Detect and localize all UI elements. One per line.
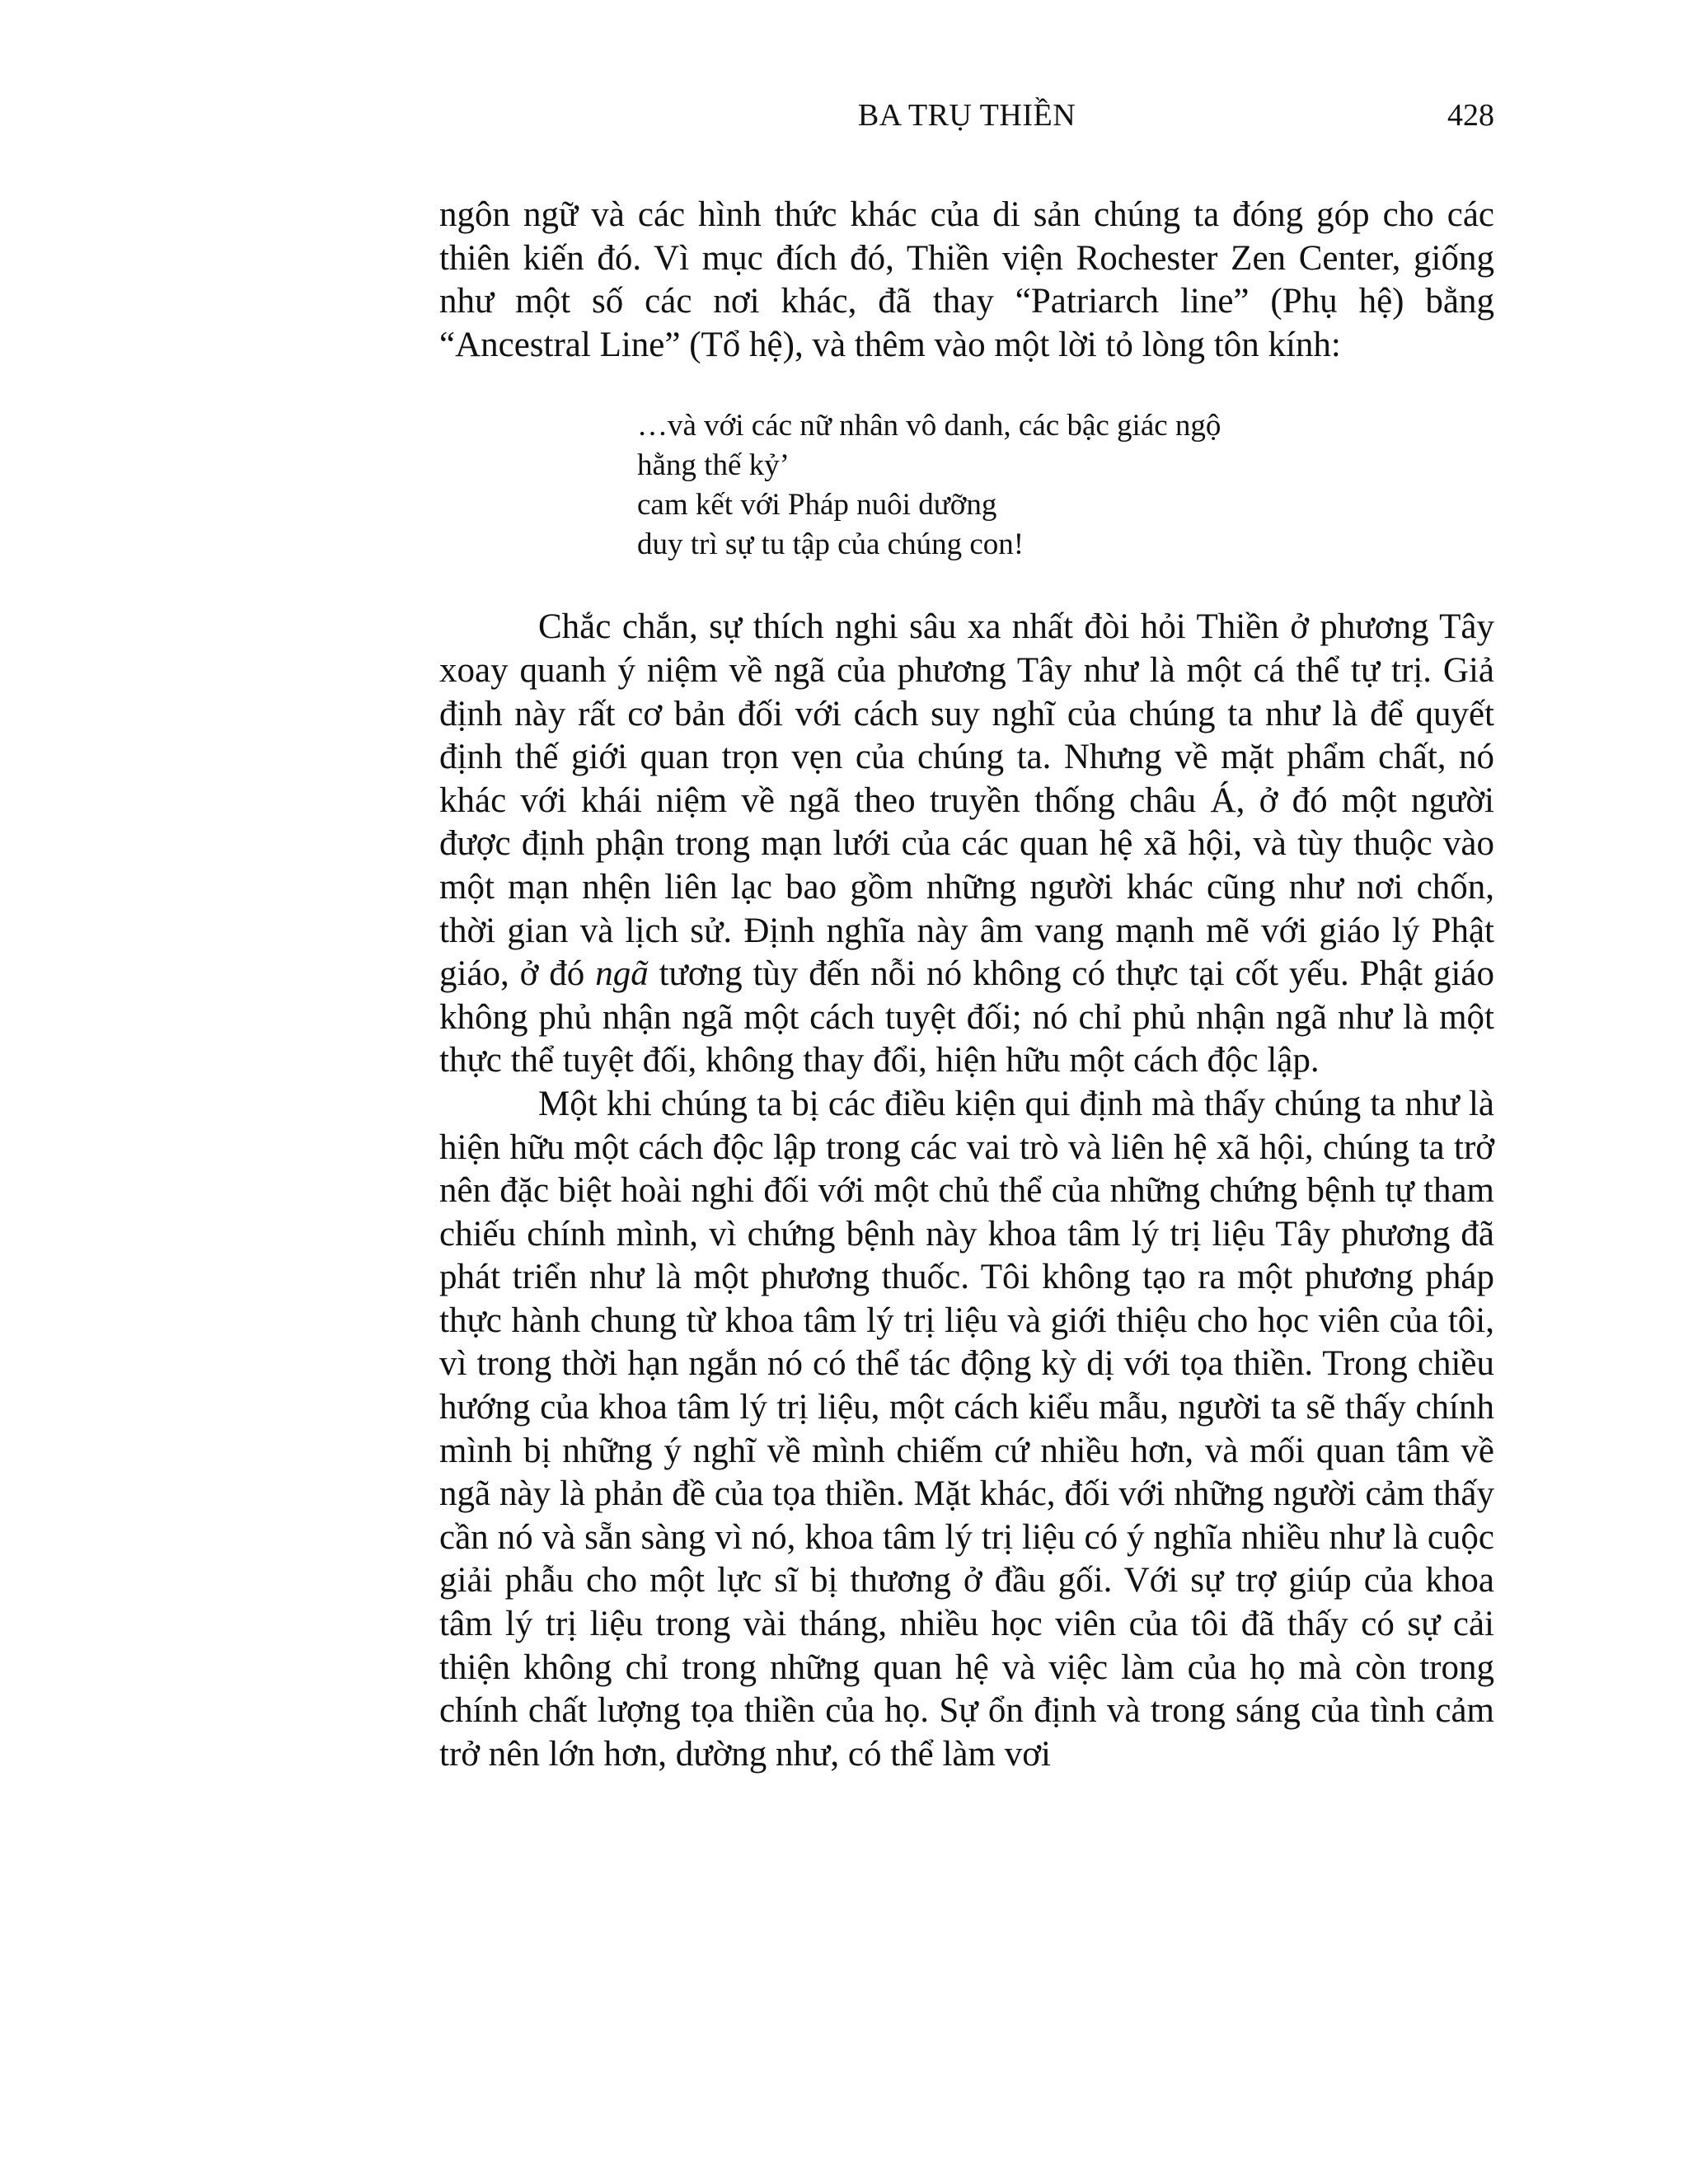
paragraph-1: ngôn ngữ và các hình thức khác của di sản chúng ta đóng góp cho các thiên kiến đó. Vì mục đích đó, Thiền viện Rochester Zen Center, giống như một số các nơi khác, đã thay “Patriarch line” (Phụ hệ) bằng “Ancestral Line” (Tổ hệ), và thêm vào một lời tỏ lòng tôn kính: (439, 195, 1494, 364)
paragraph-2-text-a: Chắc chắn, sự thích nghi sâu xa nhất đòi hỏi Thiền ở phương Tây xoay quanh ý niệm về ngã của phương Tây như là một cá thể tự trị. Giả định này rất cơ bản đối với cách suy nghĩ của chúng ta như là để quyết định thế giới quan trọn vẹn của chúng ta. Nhưng về mặt phẩm chất, nó khác với khái niệm về ngã theo truyền thống châu Á, ở đó một người được định phận trong mạn lưới của các quan hệ xã hội, và tùy thuộc vào một mạn nhện liên lạc bao gồm những người khác cũng như nơi chốn, thời gian và lịch sử. Định nghĩa này âm vang mạnh mẽ với giáo lý Phật giáo, ở đó (439, 607, 1494, 994)
quoted-verse (637, 406, 1494, 565)
verse-line: …và với các nữ nhân vô danh, các bậc giác ngộ (637, 409, 1221, 443)
italic-term: ngã (595, 954, 649, 994)
paragraph-2 (439, 606, 1494, 1083)
verse-line: hằng thế kỷ’ (637, 448, 790, 483)
running-title: BA TRỤ THIỀN (857, 98, 1076, 133)
paragraph-3: Một khi chúng ta bị các điều kiện qui định mà thấy chúng ta như là hiện hữu một cách độc lập trong các vai trò và liên hệ xã hội, chúng ta trở nên đặc biệt hoài nghi đối với một chủ thể của những chứng bệnh tự tham chiếu chính mình, vì chứng bệnh này khoa tâm lý trị liệu Tây phương đã phát triển như là một phương thuốc. Tôi không tạo ra một phương pháp thực hành chung từ khoa tâm lý trị liệu và giới thiệu cho học viên của tôi, vì trong thời hạn ngắn nó có thể tác động kỳ dị với tọa thiền. Trong chiều hướng của khoa tâm lý trị liệu, một cách kiểu mẫu, người ta sẽ thấy chính mình bị những ý nghĩ về mình chiếm cứ nhiều hơn, và mối quan tâm về ngã này là phản đề của tọa thiền. Mặt khác, đối với những người cảm thấy cần nó và sẵn sàng vì nó, khoa tâm lý trị liệu có ý nghĩa nhiều như là cuộc giải phẫu cho một lực sĩ bị thương ở đầu gối. Với sự trợ giúp của khoa tâm lý trị liệu trong vài tháng, nhiều học viên của tôi đã thấy có sự cải thiện không chỉ trong những quan hệ và việc làm của họ mà còn trong chính chất lượng tọa thiền của họ. Sự ổn định và trong sáng của tình cảm trở nên lớn hơn, dường như, có thể làm vơi (439, 1084, 1494, 1774)
body-text (439, 194, 1494, 1776)
paragraph-2-text-b: tương tùy đến nỗi nó không có thực tại cốt yếu. Phật giáo không phủ nhận ngã một cách tuyệt đối; nó chỉ phủ nhận ngã như là một thực thể tuyệt đối, không thay đổi, hiện hữu một cách độc lập. (439, 954, 1494, 1080)
verse-line: cam kết với Pháp nuôi dưỡng (637, 488, 997, 523)
running-header (439, 97, 1494, 138)
page-number: 428 (1447, 98, 1494, 133)
verse-line: duy trì sự tu tập của chúng con! (637, 527, 1025, 562)
